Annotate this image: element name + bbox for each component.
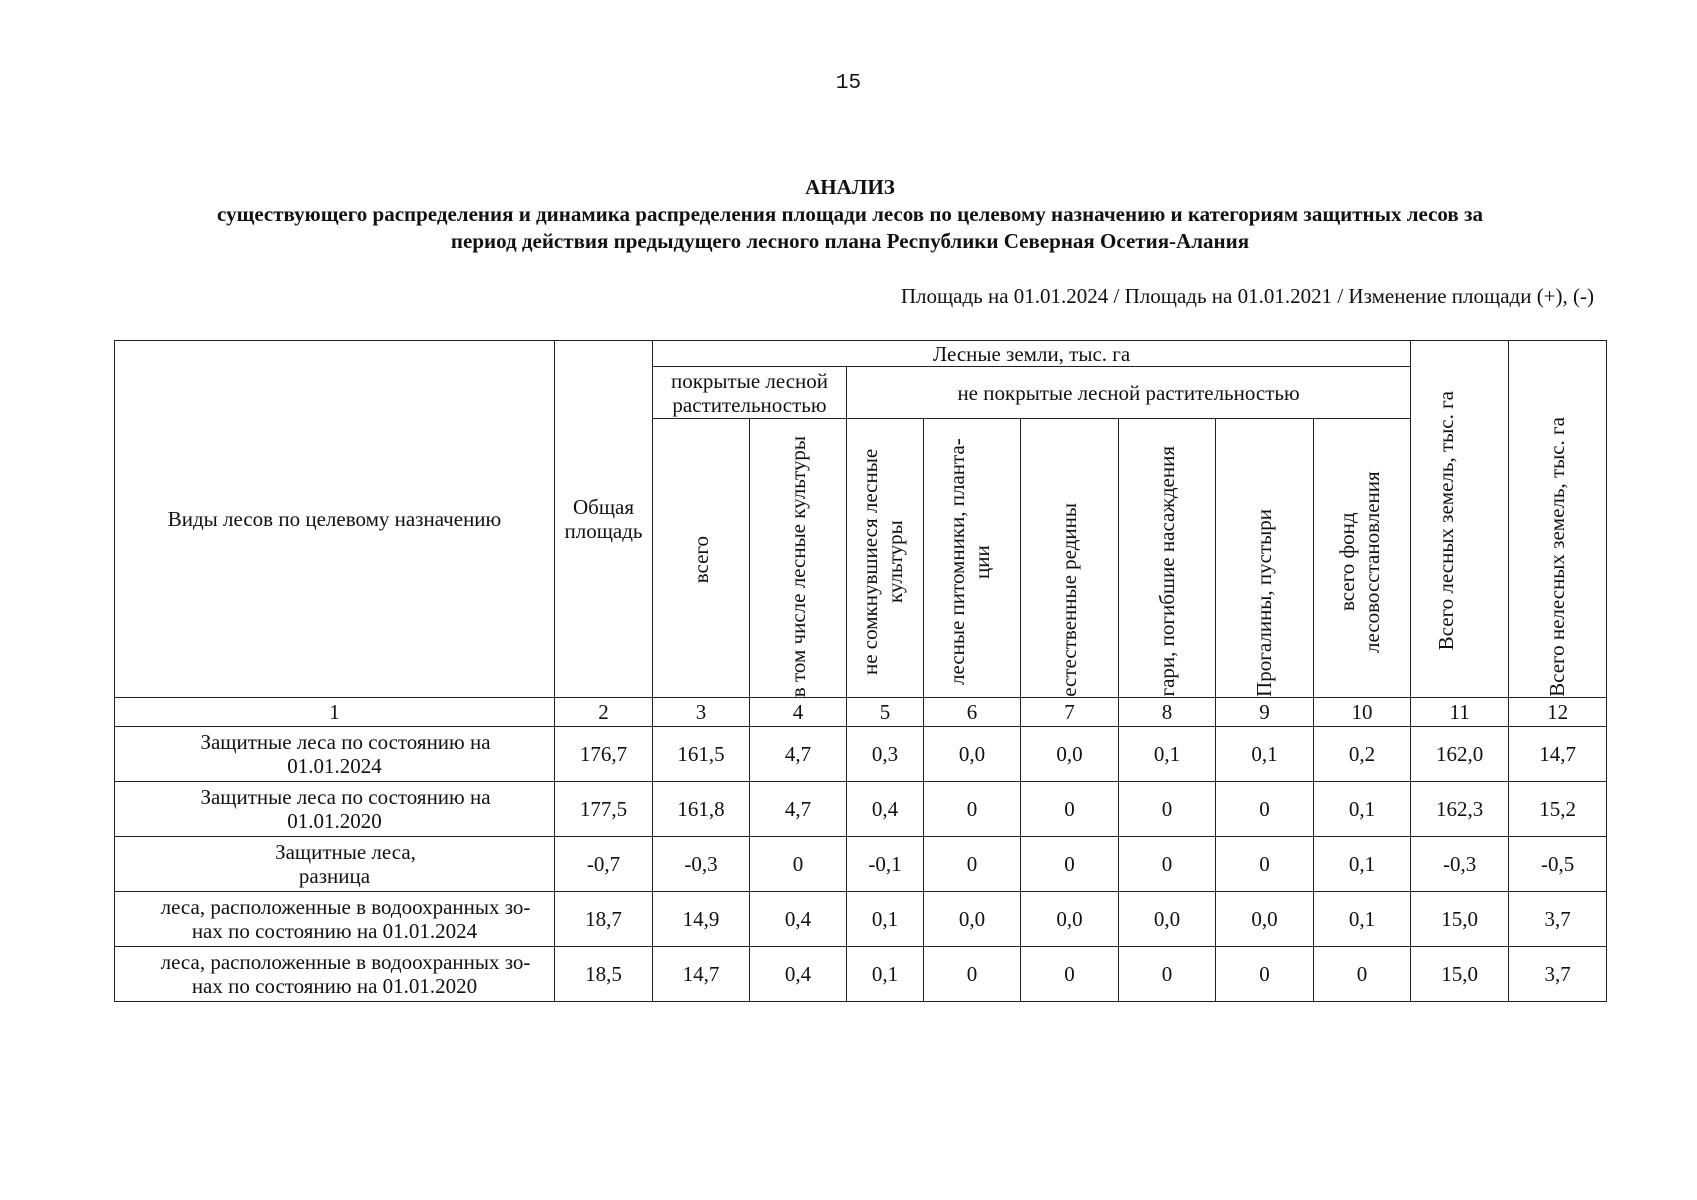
column-number: 2 xyxy=(555,698,653,727)
table-cell: -0,3 xyxy=(1411,837,1509,892)
table-cell: 0,4 xyxy=(750,947,847,1002)
column-number: 8 xyxy=(1119,698,1216,727)
column-number: 3 xyxy=(653,698,750,727)
table-cell: 15,2 xyxy=(1509,782,1607,837)
table-cell: 18,5 xyxy=(555,947,653,1002)
table-cell: 0 xyxy=(750,837,847,892)
header-forest-types: Виды лесов по целевому назначению xyxy=(115,341,555,698)
header-total-area: Общая площадь xyxy=(555,341,653,698)
table-cell: 4,7 xyxy=(750,727,847,782)
table-row xyxy=(115,727,1607,782)
column-number: 4 xyxy=(750,698,847,727)
table-row xyxy=(115,947,1607,1002)
table-cell: 14,9 xyxy=(653,892,750,947)
table-cell: 0,0 xyxy=(924,727,1021,782)
table-cell: 0,1 xyxy=(1314,892,1411,947)
header-not-covered: не покрытые лесной растительностью xyxy=(847,367,1411,419)
table-cell: 0,0 xyxy=(924,892,1021,947)
table-cell: 15,0 xyxy=(1411,947,1509,1002)
table-cell: -0,7 xyxy=(555,837,653,892)
header-all: всего xyxy=(653,419,750,698)
table-cell: 0 xyxy=(924,837,1021,892)
table-cell: 0,4 xyxy=(750,892,847,947)
row-label: Защитные леса по состоянию на 01.01.2024 xyxy=(115,727,555,782)
document-subtitle-line-2: период действия предыдущего лесного плана Республики Северная Осетия-Алания xyxy=(450,229,1250,253)
header-natural-sparse: естественные редины xyxy=(1021,419,1119,698)
header-covered: покрытые лесной растительностью xyxy=(653,367,847,419)
table-cell: 176,7 xyxy=(555,727,653,782)
table-cell: 0,1 xyxy=(1314,837,1411,892)
table-cell: 0,1 xyxy=(1216,727,1314,782)
table-cell: 0 xyxy=(1119,837,1216,892)
table-cell: -0,3 xyxy=(653,837,750,892)
header-total-forest-lands: Всего лесных земель, тыс. га xyxy=(1411,341,1509,698)
header-burnt: гари, погибшие насаждения xyxy=(1119,419,1216,698)
table-cell: 0,0 xyxy=(1021,892,1119,947)
table-cell: 0 xyxy=(924,782,1021,837)
table-cell: 177,5 xyxy=(555,782,653,837)
column-number: 7 xyxy=(1021,698,1119,727)
column-number: 11 xyxy=(1411,698,1509,727)
table-cell: 0 xyxy=(924,947,1021,1002)
table-cell: 14,7 xyxy=(653,947,750,1002)
document-subtitle-line-1: существующего распределения и динамика распределения площади лесов по целевому назначению и категориям защитных лесов за xyxy=(217,202,1483,226)
table-cell: 0,3 xyxy=(847,727,924,782)
column-number: 5 xyxy=(847,698,924,727)
table-cell: 14,7 xyxy=(1509,727,1607,782)
title-block xyxy=(100,174,1600,255)
header-reforestation-fund: всего фонд лесовосстановления xyxy=(1314,419,1411,698)
column-numbers-row xyxy=(115,698,1607,727)
header-nurseries: лесные питомники, планта-ции xyxy=(924,419,1021,698)
header-glades: Прогалины, пустыри xyxy=(1216,419,1314,698)
header-unclosed-cultures: не сомкнувшиеся лесные культуры xyxy=(847,419,924,698)
table-cell: 3,7 xyxy=(1509,947,1607,1002)
table-cell: 0,0 xyxy=(1021,727,1119,782)
row-label: Защитные леса, разница xyxy=(115,837,555,892)
table-cell: 0,1 xyxy=(847,947,924,1002)
table-cell: 0,4 xyxy=(847,782,924,837)
row-label: леса, расположенные в водоохранных зо- нах по состоянию на 01.01.2024 xyxy=(115,892,555,947)
column-number: 1 xyxy=(115,698,555,727)
table-cell: -0,5 xyxy=(1509,837,1607,892)
header-incl-cultures: в том числе лесные культуры xyxy=(750,419,847,698)
table-cell: 0,0 xyxy=(1216,892,1314,947)
table-row xyxy=(115,892,1607,947)
table-cell: 0 xyxy=(1314,947,1411,1002)
table-cell: 0 xyxy=(1119,947,1216,1002)
table-cell: 0 xyxy=(1216,782,1314,837)
table-cell: 0 xyxy=(1021,947,1119,1002)
page-number: 15 xyxy=(835,72,862,95)
table-cell: 0,0 xyxy=(1119,892,1216,947)
column-number: 12 xyxy=(1509,698,1607,727)
table-cell: -0,1 xyxy=(847,837,924,892)
header-forest-lands: Лесные земли, тыс. га xyxy=(653,341,1411,367)
forest-analysis-table xyxy=(114,340,1607,1002)
area-note: Площадь на 01.01.2024 / Площадь на 01.01.2021 / Изменение площади (+), (-) xyxy=(900,284,1594,308)
table-cell: 0,1 xyxy=(847,892,924,947)
table-cell: 161,8 xyxy=(653,782,750,837)
table-body xyxy=(115,727,1607,1002)
table-cell: 3,7 xyxy=(1509,892,1607,947)
table-cell: 161,5 xyxy=(653,727,750,782)
table-row xyxy=(115,837,1607,892)
column-number: 9 xyxy=(1216,698,1314,727)
row-label: Защитные леса по состоянию на 01.01.2020 xyxy=(115,782,555,837)
table-cell: 0,1 xyxy=(1314,782,1411,837)
table-cell: 0 xyxy=(1021,782,1119,837)
table-cell: 0 xyxy=(1119,782,1216,837)
table-cell: 162,3 xyxy=(1411,782,1509,837)
table-cell: 0,1 xyxy=(1119,727,1216,782)
document-title: АНАЛИЗ xyxy=(805,175,895,199)
table-cell: 162,0 xyxy=(1411,727,1509,782)
table-cell: 0 xyxy=(1216,947,1314,1002)
header-total-nonforest-lands: Всего нелесных земель, тыс. га xyxy=(1509,341,1607,698)
column-number: 6 xyxy=(924,698,1021,727)
table-cell: 18,7 xyxy=(555,892,653,947)
table-cell: 0,2 xyxy=(1314,727,1411,782)
table-cell: 4,7 xyxy=(750,782,847,837)
table-cell: 15,0 xyxy=(1411,892,1509,947)
table-cell: 0 xyxy=(1216,837,1314,892)
column-number: 10 xyxy=(1314,698,1411,727)
table-row xyxy=(115,782,1607,837)
row-label: леса, расположенные в водоохранных зо- нах по состоянию на 01.01.2020 xyxy=(115,947,555,1002)
table-cell: 0 xyxy=(1021,837,1119,892)
